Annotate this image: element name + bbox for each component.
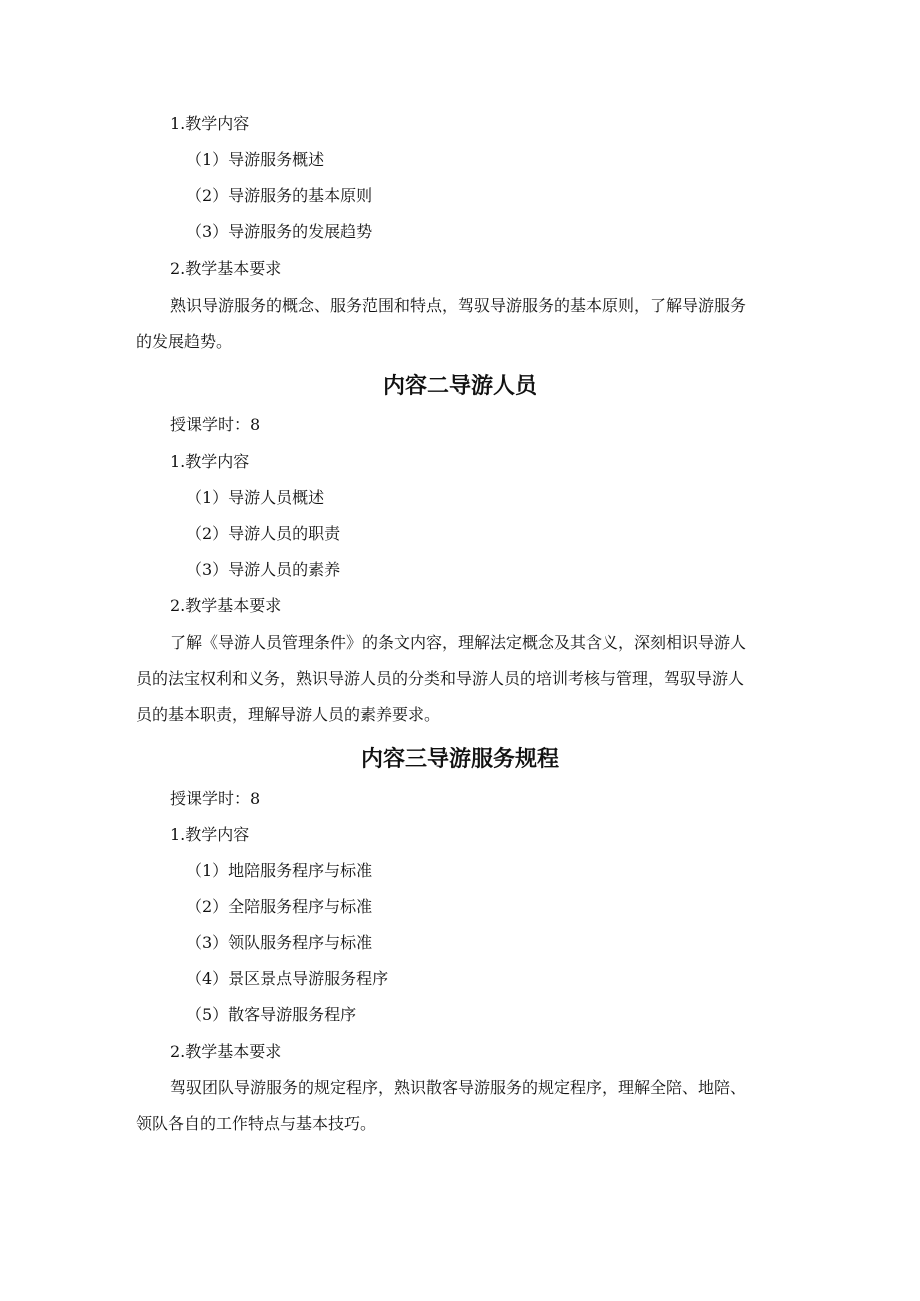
section3-item-4: （4）景区景点导游服务程序 (186, 969, 389, 988)
section1-item-3: （3）导游服务的发展趋势 (186, 222, 373, 241)
section2-item-1: （1）导游人员概述 (186, 488, 325, 507)
section3-item-1: （1）地陪服务程序与标准 (186, 861, 373, 880)
section2-item-2: （2）导游人员的职责 (186, 524, 341, 543)
section3-requirement-line-1: 驾驭团队导游服务的规定程序，熟识散客导游服务的规定程序，理解全陪、地陪、 (170, 1078, 747, 1097)
section3-requirement-line-2: 领队各自的工作特点与基本技巧。 (136, 1114, 377, 1133)
section2-requirement-label: 2.教学基本要求 (170, 596, 282, 615)
section1-item-1: （1）导游服务概述 (186, 150, 325, 169)
section3-title: 内容三导游服务规程 (360, 747, 559, 772)
section1-requirement-line-2: 的发展趋势。 (136, 332, 233, 351)
section2-requirement-line-1: 了解《导游人员管理条件》的条文内容，理解法定概念及其含义，深刻相识导游人 (170, 633, 747, 652)
section1-requirement-label: 2.教学基本要求 (170, 259, 282, 278)
section2-hours: 授课学时：8 (170, 415, 261, 434)
section3-hours: 授课学时：8 (170, 789, 261, 808)
section1-requirement-line-1: 熟识导游服务的概念、服务范围和特点，驾驭导游服务的基本原则，了解导游服务 (170, 296, 747, 315)
section1-content-label: 1.教学内容 (170, 114, 250, 133)
section2-requirement-line-2: 员的法宝权利和义务，熟识导游人员的分类和导游人员的培训考核与管理，驾驭导游人 (136, 669, 745, 688)
section1-item-2: （2）导游服务的基本原则 (186, 186, 373, 205)
section2-title: 内容二导游人员 (382, 374, 537, 399)
section2-requirement-line-3: 员的基本职责，理解导游人员的素养要求。 (136, 705, 441, 724)
section3-item-2: （2）全陪服务程序与标准 (186, 897, 373, 916)
section2-item-3: （3）导游人员的素养 (186, 560, 341, 579)
section3-requirement-label: 2.教学基本要求 (170, 1042, 282, 1061)
section3-item-5: （5）散客导游服务程序 (186, 1005, 357, 1024)
section3-item-3: （3）领队服务程序与标准 (186, 933, 373, 952)
section3-content-label: 1.教学内容 (170, 825, 250, 844)
section2-content-label: 1.教学内容 (170, 452, 250, 471)
